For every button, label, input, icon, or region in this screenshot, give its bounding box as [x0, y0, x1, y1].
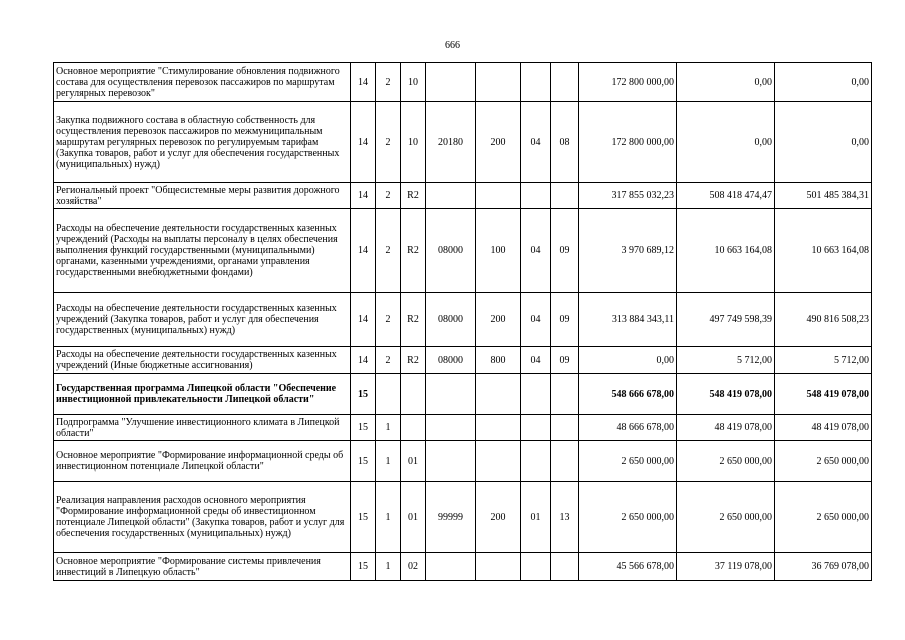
amount-year-3: 5 712,00 [775, 347, 872, 374]
event-code: 02 [401, 553, 426, 581]
subsection-code: 08 [551, 102, 579, 183]
amount-year-3: 10 663 164,08 [775, 209, 872, 293]
amount-year-1: 3 970 689,12 [579, 209, 677, 293]
event-code: R2 [401, 183, 426, 209]
subsection-code: 09 [551, 347, 579, 374]
section-code: 04 [521, 347, 551, 374]
amount-year-2: 37 119 078,00 [677, 553, 775, 581]
amount-year-2: 548 419 078,00 [677, 374, 775, 415]
section-code: 01 [521, 482, 551, 553]
amount-year-3: 2 650 000,00 [775, 441, 872, 482]
program-code: 14 [351, 293, 376, 347]
row-name: Основное мероприятие "Стимулирование обновления подвижного состава для осуществления перевозок пассажиров по маршрутам регулярных перевозок" [54, 63, 351, 102]
program-code: 14 [351, 183, 376, 209]
expense-type-code: 100 [476, 209, 521, 293]
amount-year-2: 2 650 000,00 [677, 441, 775, 482]
amount-year-3: 36 769 078,00 [775, 553, 872, 581]
program-code: 15 [351, 415, 376, 441]
subsection-code [551, 441, 579, 482]
program-code: 14 [351, 102, 376, 183]
subprogram-code: 1 [376, 441, 401, 482]
event-code: 10 [401, 102, 426, 183]
amount-year-3: 2 650 000,00 [775, 482, 872, 553]
direction-code [426, 183, 476, 209]
amount-year-1: 45 566 678,00 [579, 553, 677, 581]
subprogram-code: 2 [376, 347, 401, 374]
expense-type-code [476, 441, 521, 482]
amount-year-3: 0,00 [775, 63, 872, 102]
expense-type-code [476, 415, 521, 441]
table-row [54, 441, 872, 482]
subprogram-code: 2 [376, 63, 401, 102]
amount-year-2: 2 650 000,00 [677, 482, 775, 553]
row-name: Основное мероприятие "Формирование информационной среды об инвестиционном потенциале Липецкой области" [54, 441, 351, 482]
subsection-code [551, 553, 579, 581]
program-code: 14 [351, 63, 376, 102]
subprogram-code: 2 [376, 102, 401, 183]
amount-year-1: 2 650 000,00 [579, 441, 677, 482]
row-name: Расходы на обеспечение деятельности государственных казенных учреждений (Иные бюджетные ассигнования) [54, 347, 351, 374]
amount-year-2: 48 419 078,00 [677, 415, 775, 441]
amount-year-1: 172 800 000,00 [579, 63, 677, 102]
amount-year-2: 497 749 598,39 [677, 293, 775, 347]
program-code: 15 [351, 374, 376, 415]
program-code: 15 [351, 441, 376, 482]
expense-type-code [476, 63, 521, 102]
row-name: Реализация направления расходов основного мероприятия "Формирование информационной среды об инвестиционном потенциале Липецкой области" (Закупка товаров, работ и услуг для обеспечения государственных (муниципальных) нужд) [54, 482, 351, 553]
amount-year-1: 172 800 000,00 [579, 102, 677, 183]
row-name: Региональный проект "Общесистемные меры развития дорожного хозяйства" [54, 183, 351, 209]
table-row [54, 293, 872, 347]
event-code: R2 [401, 293, 426, 347]
subprogram-code: 1 [376, 553, 401, 581]
table-row [54, 415, 872, 441]
expense-type-code [476, 553, 521, 581]
direction-code: 08000 [426, 209, 476, 293]
amount-year-1: 313 884 343,11 [579, 293, 677, 347]
table-row [54, 183, 872, 209]
expense-type-code: 200 [476, 102, 521, 183]
direction-code: 08000 [426, 293, 476, 347]
subsection-code [551, 183, 579, 209]
event-code: R2 [401, 347, 426, 374]
row-name: Расходы на обеспечение деятельности государственных казенных учреждений (Расходы на выплаты персоналу в целях обеспечения выполнения функций государственными (муниципальными) органами, казенными учреждениями, органами управления государственными внебюджетными фондами) [54, 209, 351, 293]
amount-year-3: 48 419 078,00 [775, 415, 872, 441]
direction-code: 20180 [426, 102, 476, 183]
event-code [401, 415, 426, 441]
amount-year-3: 548 419 078,00 [775, 374, 872, 415]
expense-type-code [476, 374, 521, 415]
row-name: Подпрограмма "Улучшение инвестиционного климата в Липецкой области" [54, 415, 351, 441]
amount-year-1: 0,00 [579, 347, 677, 374]
section-code [521, 63, 551, 102]
amount-year-2: 508 418 474,47 [677, 183, 775, 209]
amount-year-1: 548 666 678,00 [579, 374, 677, 415]
amount-year-1: 317 855 032,23 [579, 183, 677, 209]
amount-year-3: 501 485 384,31 [775, 183, 872, 209]
subprogram-code: 1 [376, 482, 401, 553]
direction-code [426, 63, 476, 102]
event-code: 01 [401, 441, 426, 482]
amount-year-1: 2 650 000,00 [579, 482, 677, 553]
event-code: 01 [401, 482, 426, 553]
section-code: 04 [521, 102, 551, 183]
budget-table [53, 62, 872, 581]
subprogram-code: 2 [376, 183, 401, 209]
subprogram-code: 2 [376, 209, 401, 293]
amount-year-1: 48 666 678,00 [579, 415, 677, 441]
direction-code [426, 415, 476, 441]
section-code [521, 415, 551, 441]
expense-type-code: 800 [476, 347, 521, 374]
subsection-code: 09 [551, 293, 579, 347]
amount-year-2: 0,00 [677, 102, 775, 183]
section-code: 04 [521, 293, 551, 347]
section-code [521, 441, 551, 482]
amount-year-2: 10 663 164,08 [677, 209, 775, 293]
row-name: Основное мероприятие "Формирование системы привлечения инвестиций в Липецкую область" [54, 553, 351, 581]
direction-code: 99999 [426, 482, 476, 553]
expense-type-code [476, 183, 521, 209]
direction-code [426, 374, 476, 415]
direction-code: 08000 [426, 347, 476, 374]
row-name: Расходы на обеспечение деятельности государственных казенных учреждений (Закупка товаров, работ и услуг для обеспечения государственных (муниципальных) нужд) [54, 293, 351, 347]
table-body [54, 63, 872, 581]
subprogram-code [376, 374, 401, 415]
direction-code [426, 441, 476, 482]
subsection-code: 09 [551, 209, 579, 293]
event-code [401, 374, 426, 415]
subprogram-code: 1 [376, 415, 401, 441]
table-row [54, 102, 872, 183]
table-row [54, 63, 872, 102]
subsection-code [551, 63, 579, 102]
row-name: Закупка подвижного состава в областную собственность для осуществления перевозок пассажиров по межмуниципальным маршрутам регулярных перевозок по регулируемым тарифам (Закупка товаров, работ и услуг для обеспечения государственных (муниципальных) нужд) [54, 102, 351, 183]
program-code: 15 [351, 553, 376, 581]
amount-year-3: 0,00 [775, 102, 872, 183]
section-code: 04 [521, 209, 551, 293]
expense-type-code: 200 [476, 482, 521, 553]
row-name: Государственная программа Липецкой области "Обеспечение инвестиционной привлекательности Липецкой области" [54, 374, 351, 415]
table-row [54, 482, 872, 553]
expense-type-code: 200 [476, 293, 521, 347]
event-code: R2 [401, 209, 426, 293]
subsection-code [551, 415, 579, 441]
section-code [521, 374, 551, 415]
program-code: 14 [351, 347, 376, 374]
section-code [521, 553, 551, 581]
subsection-code [551, 374, 579, 415]
amount-year-2: 0,00 [677, 63, 775, 102]
page-number: 666 [445, 40, 460, 51]
subprogram-code: 2 [376, 293, 401, 347]
table-row [54, 553, 872, 581]
program-code: 15 [351, 482, 376, 553]
table-row [54, 374, 872, 415]
amount-year-2: 5 712,00 [677, 347, 775, 374]
direction-code [426, 553, 476, 581]
table-row [54, 347, 872, 374]
subsection-code: 13 [551, 482, 579, 553]
table-row [54, 209, 872, 293]
program-code: 14 [351, 209, 376, 293]
amount-year-3: 490 816 508,23 [775, 293, 872, 347]
section-code [521, 183, 551, 209]
event-code: 10 [401, 63, 426, 102]
